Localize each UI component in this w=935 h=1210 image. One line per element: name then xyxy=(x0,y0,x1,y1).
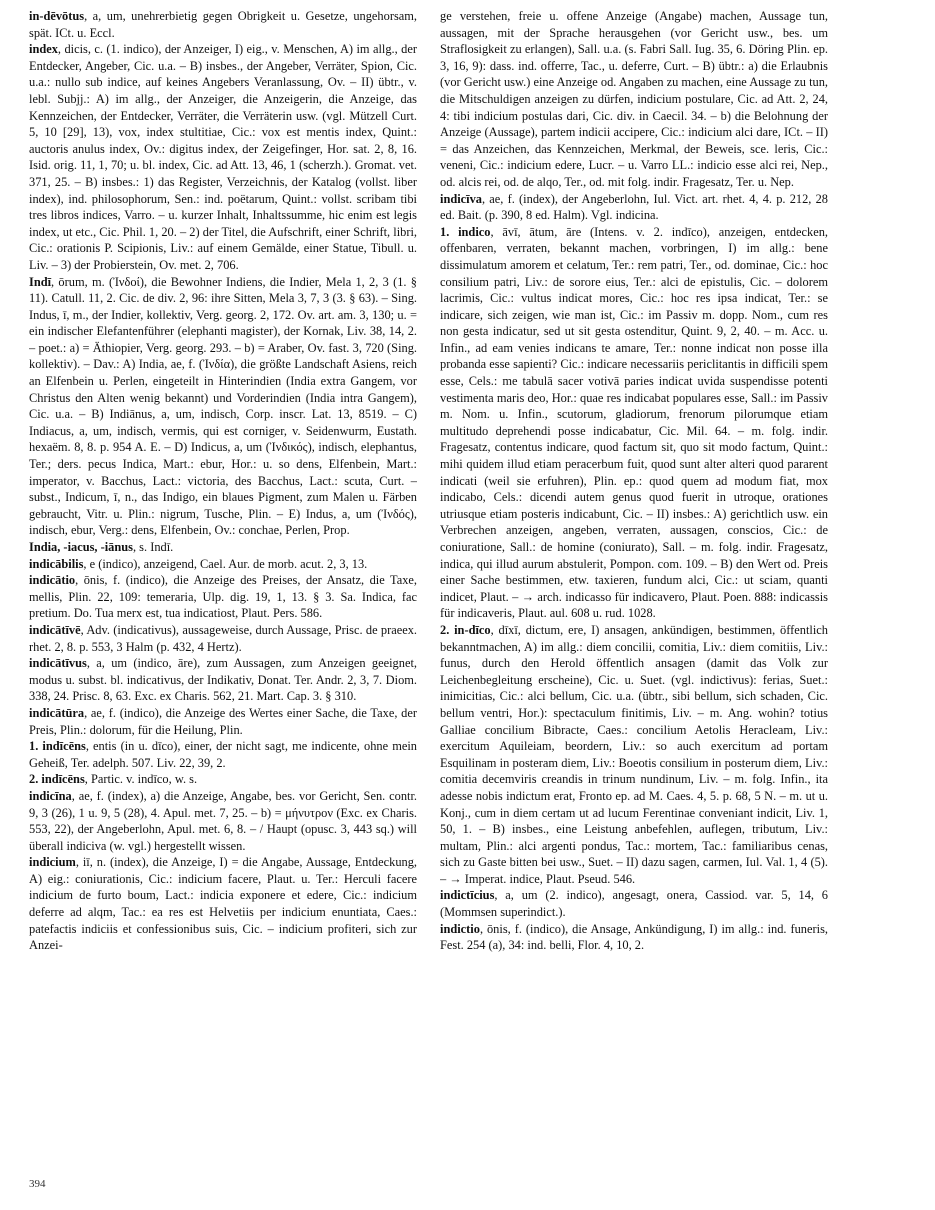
dictionary-entry xyxy=(29,655,417,705)
entry-lemma: indicātūra xyxy=(29,705,85,720)
dictionary-entry xyxy=(29,854,417,954)
entry-text: , ae, f. (index), a) die Anzeige, Angabe, bes. vor Gericht, Sen. contr. 9, 3 (26), 1 u. 9, 5 (28), 4. Apul. met. 7, 25. – b) = μήνυτρον (Exc. ex Charis. 553, 22), der Angeberlohn, Apul. met. 6, 8. – / Haupt (opusc. 3, 443 sq.) will überall indiciva (w. vgl.) hergestellt wissen. xyxy=(29,788,417,853)
page-number: 394 xyxy=(29,1178,46,1190)
dictionary-entry xyxy=(29,705,417,738)
dictionary-entry xyxy=(440,921,828,954)
entry-lemma: 1. indico xyxy=(440,224,491,239)
dictionary-entry xyxy=(440,622,828,888)
dictionary-entry xyxy=(29,539,417,556)
entry-lemma: indicābilis xyxy=(29,556,84,571)
entry-text: , Partic. v. indīco, w. s. xyxy=(84,772,198,787)
left-column xyxy=(29,8,417,1176)
entry-text: , dicis, c. (1. indico), der Anzeiger, I) eig., v. Menschen, A) im allg., der Entdecker, Angeber, Cic. u.a. – B) insbes., der Angeber, Verräter, Spion, Cic. u.a.: nullo sub indice, auf keines Angebers Veranlassung, Ov. – II) übtr., v. lebl. Subjj.: A) im allg., der Anzeiger, die Anzeigerin, die Anzeige, das Kennzeichen, der Entdecker, Verräter, die Verräterin usw. (vgl. Mützell Curt. 5, 10 [29], 13), vox, index stultitiae, Cic.: vox est mentis index, Quint.: auctoris anulus index, Ov.: digitus index, der Zeigefinger, Hor. sat. 2, 8, 16. Isid. orig. 11, 1, 70; u. bl. index, Cic. ad Att. 13, 46, 1 (scherzh.). Gromat. vet. 371, 25. – B) insbes.: 1) das Register, Verzeichnis, der Katalog (vollst. liber index), ind. philosophorum, Sen.: ind. poëtarum, Quint.: vollst. scribam tibi tres libros indices, Varro. – u. kurzer Inhalt, Inhaltssumme, hic enim est legis index, ut etc., Cic. Phil. 1, 20. – 2) der Titel, die Aufschrift, einer Schrift, libri, Cic.: orationis P. Scipionis, Liv.: auf einem Gemälde, einer Statue, Tibull. u. Liv. – 3) der Probierstein, Ov. met. 2, 706. xyxy=(29,42,417,272)
entry-text: , ōrum, m. (Ἰνδοί), die Bewohner Indiens, die Indier, Mela 1, 2, 3 (1. § 11). Catull. 11, 2. Cic. de div. 2, 96: ihre Sitten, Mela 3, 7, 3 (3. § 63). – Sing. Indus, ī, m., der Indier, kollektiv, Verg. georg. 2, 172. Ov. art. am. 3, 130; u. = ein indischer Elefantenführer (elephanti magister), der Kornak, Liv. 38, 14, 2. – poet.: a) = Äthiopier, Verg. georg. 293. – b) = Araber, Ov. fast. 3, 720 (Sing. kollektiv). – Dav.: A) India, ae, f. (Ἰνδία), die größte Landschaft Asiens, reich an Elfenbein u. Perlen, eingeteilt in Hinterindien (India extra Gangem, vor Christus den Alten wenig bekannt) und Vorderindien (India intra Gangem), Cic. u.a. – B) Indiānus, a, um, indisch, Corp. inscr. Lat. 13, 8519. – C) Indiacus, a, um, indisch, vermis, qui est corniger, v. Seidenwurm, Eustath. hexaëm. 8, 8. p. 954 A. E. – D) Indicus, a, um (Ἰνδικός), indisch, elephantus, Ter.; ders. pecus Indica, Mart.: ebur, Hor.: u. so dens, Elfenbein, Mart.: imperator, v. Bacchus, Lact.: victoria, des Bacchus, Lact.: scuta, Curt. – subst., Indicum, ī, n., das Indigo, ein blaues Pigment, zum Malen u. Färben gebraucht, Vitr. u. Plin.: nigrum, Tusche, Plin. – E) Indus, a, um (Ἰνδός), indisch, ebur, Verg.: dens, Elfenbein, Ov.: conchae, Perlen, Prop. xyxy=(29,274,417,538)
entry-text: , dīxī, dictum, ere, I) ansagen, ankündigen, bestimmen, öffentlich bekanntmachen, A) im allg.: diem concilii, comitia, Liv.: diem comitiis, Liv.: funus, durch den Herold öffentlich ansagen (damit das Volk zur Leichenbegleitung erscheine), Cic. u. Suet. (vgl. indictivus): ferias, Suet.: inimicitias, Cic.: alci bellum, Cic. u.a. (übtr., sibi bellum, sich schaden, Cic. bellum ventri, Hor.): spectaculum finitimis, Liv. – m. Ang. wohin? totius Galliae concilium Bibracte, Caes.: concilium Aetolis Heracleam, Liv.: exercitum Aquileiam, beordern, Liv.: so auch exercitum ad portam Esquilinam in posteram diem, Liv.: Boeotis consilium in posterum diem, Liv.: comitia decemviris creandis in trinum nundinum, Liv. – m. folg. Infin., ita adesse nobis indictum erat, Fronto ep. ad M. Caes. 4, 5. p. 68, 5 N. – m. ut u. Konj., cum in diem certam ut ad lucum Ferentinae conveniant indicit, Liv. 1, 50, 1. – B) insbes., eine Leistung anbefehlen, auflegen, tributum, Liv.: multam, Plin.: alci argenti pondus, Tac.: mortem, Tac.: familiaribus cenas, sich zu Gaste bitten bei usw., Suet. – II) dazu sagen, carmen, Iul. Val. 1, 4 (5). – → Imperat. indice, Plaut. Pseud. 546. xyxy=(440,622,828,886)
dictionary-entry xyxy=(29,771,417,788)
entry-text: , ae, f. (index), der Angeberlohn, Iul. Vict. art. rhet. 4, 4. p. 212, 28 ed. Bait. (p. 390, 8 ed. Halm). Vgl. indicina. xyxy=(440,191,828,223)
entry-lemma: Indī xyxy=(29,274,52,289)
dictionary-entry xyxy=(29,8,417,41)
dictionary-entry xyxy=(29,556,417,573)
entry-lemma: indicīva xyxy=(440,191,482,206)
entry-text: , a, um, unehrerbietig gegen Obrigkeit u. Gesetze, ungehorsam, spät. ICt. u. Eccl. xyxy=(29,9,417,40)
dictionary-entry xyxy=(29,274,417,540)
entry-text: , entis (in u. dīco), einer, der nicht sagt, me indicente, ohne mein Geheiß, Ter. adelph. 507. Liv. 22, 39, 2. xyxy=(29,739,417,770)
entry-lemma: 1. indīcēns xyxy=(29,739,86,754)
entry-text: , iī, n. (index), die Anzeige, I) = die Angabe, Aussage, Entdeckung, A) eig.: coniurationis, Cic.: indicium facere, Plaut. u. Ter.: Herculi facere indicium de furto boum, Lact.: indicia exponere et edere, Cic.: indicium deferre ad alqm, Tac.: ea res est Helvetiis per indicium enuntiata, Caes.: patefactis indiciis et confessionibus suis, Cic. – indicium profiteri, sich zur Anzei- xyxy=(29,855,417,953)
dictionary-entry xyxy=(29,572,417,622)
entry-text: , s. Indī. xyxy=(132,540,174,554)
entry-text: , Adv. (indicativus), aussageweise, durch Aussage, Prisc. de praeex. rhet. 2, 8. p. 553, 3 Halm (p. 432, 4 Hertz). xyxy=(29,622,417,654)
dictionary-entry xyxy=(440,8,828,191)
dictionary-entry xyxy=(440,224,828,622)
dictionary-entry xyxy=(29,788,417,854)
entry-lemma: indictio xyxy=(440,921,480,936)
entry-text: , āvī, ātum, āre (Intens. v. 2. indīco), anzeigen, entdecken, offenbaren, verraten, bekannt machen, vorbringen, I) im allg.: bene dissimulatum amorem et celatum, Ter.: rem patri, Ter., od. dominae, Cic.: hoc consilium patri, Liv.: de sorore eius, Ter.: alci de epistulis, Cic. – dolorem lacrimis, Cic.: vultus indicat mores, Cic.: hoc res ipsa indicat, Ter.: se indicare, sich zeigen, wie man ist, Cic.: im Passiv m. dopp. Nom., cum res non gesta indicatur, sed ut sit gesta ostenditur, Quint. 9, 2, 40. – m. Acc. u. Infin., ad eam venies indicans te amare, Ter.: nonne indicat non posse illa probanda esse sapienti? Cic.: indicare necessariis periclitantis in difficili spem esse, Cels.: me tabulā sacer votivā paries indicat uvida suspendisse potenti vestimenta maris deo, Hor.: quae res indicabat populares esse, Sall.: im Passiv m. Nom. u. Infin., scutorum, gladiorum, frenorum pilorumque etiam multitudo deprehendi posse indicabatur, Cic. Mil. 64. – m. folg. indir. Fragesatz, contentus indicare, quod factum sit, quo sit modo factum, Quint.: mihi quidem illud etiam peracerbum fuit, quod sunt alter alteri quod pararent indicati (weil sie erfuhren), Plin. ep.: quod quem ad modum fiat, mox indicabo, Cels.: dicendi autem genus quod fuerit in utroque, orationes utriusque etiam posteris indicabunt, Cic. – II) insbes.: A) gerichtlich usw. ein Verbrechen anzeigen, angeben, verraten, aussagen, conscios, Cic.: de coniuratione, Sall.: de homine (coniurato), Sall. – m. folg. indir. Fragesatz, indica, qui illud aurum abstulerit, Pompon. com. 109. – B) den Wert od. Preis einer Sache bestimmen, etw. taxieren, fundum alci, Cic.: ut sciam, quanti indicet, Plaut. – → arch. indicasso für indicavero, Plaut. Poen. 888: indicassis für indicaveris, Plaut. aul. 608 u. rud. 1028. xyxy=(440,224,828,621)
entry-text: , a, um (indico, āre), zum Aussagen, zum Anzeigen geeignet, modus u. subst. bl. indicativus, der Indikativ, Donat. Ter. Andr. 2, 3, 7. Diom. 338, 24. Prisc. 8, 63. Exc. ex Charis. 562, 21. Mart. Cap. 3. § 310. xyxy=(29,656,417,704)
entry-text: , e (indico), anzeigend, Cael. Aur. de morb. acut. 2, 3, 13. xyxy=(83,556,368,571)
entry-lemma: indicīna xyxy=(29,788,72,803)
dictionary-entry xyxy=(440,191,828,224)
entry-text: , a, um (2. indico), angesagt, onera, Cassiod. var. 5, 14, 6 (Mommsen superindict.). xyxy=(440,888,828,920)
entry-lemma: index xyxy=(29,42,58,57)
entry-lemma: in-dēvōtus xyxy=(29,9,85,23)
dictionary-entry xyxy=(29,41,417,273)
right-column xyxy=(440,8,828,1176)
entry-lemma: indictīcius xyxy=(440,888,495,903)
dictionary-entry xyxy=(29,622,417,655)
dictionary-entry xyxy=(440,887,828,920)
entry-lemma: 2. indīcēns xyxy=(29,772,85,787)
entry-lemma: indicātio xyxy=(29,573,76,588)
dictionary-entry xyxy=(29,738,417,771)
entry-lemma: India, -iacus, -iānus xyxy=(29,540,133,554)
entry-text: , ōnis, f. (indico), die Ansage, Ankündigung, I) im allg.: ind. funeris, Fest. 254 (a), 34: ind. belli, Flor. 4, 10, 2. xyxy=(440,921,828,953)
entry-lemma: indicātīvē xyxy=(29,622,81,637)
entry-text: , ae, f. (indico), die Anzeige des Wertes einer Sache, die Taxe, der Preis, Plin.: dolorum, für die Heilung, Plin. xyxy=(29,705,417,737)
entry-text: , ōnis, f. (indico), die Anzeige des Preises, der Ansatz, die Taxe, mellis, Plin. 22, 109: temeraria, Ulp. dig. 19, 1, 13. § 3. Sa. Indica, fac pretium. Do. Tua merx est, tua indicatiost, Plaut. Pers. 586. xyxy=(29,573,417,621)
entry-lemma: indicātīvus xyxy=(29,656,87,671)
entry-text: ge verstehen, freie u. offene Anzeige (Angabe) machen, Aussage tun, aussagen, mit der Sprache herausgehen (vor Gericht usw., bes. um Straflosigkeit zu erlangen), Sall. u.a. (s. Fabri Sall. Iug. 35, 6. Döring Plin. ep. 3, 16, 9): dass. ind. offerre, Tac., u. deferre, Curt. – B) übtr.: a) die Erlaubnis (vor Gericht usw.) eine Anzeige od. Angaben zu machen, eine Aussage zu tun, die Mitschuldigen anzeigen zu dürfen, indicium postulare, Cic. ad Att. 2, 24, 4: tibi indicium postulas dari, Cic. div. in Caecil. 34. – b) die Belohnung der Anzeige (Aussage), partem indicii accipere, Cic.: indicium alci dare, ICt. – II) = das Anzeichen, das Kennzeichen, Merkmal, der Beweis, sce. leris, Cic.: veneni, Cic.: indicium edere, Lucr. – u. Varro LL.: indicio esse alci rei, Nep., od. alcis rei, od. de alqo, Ter., od. mit folg. indir. Fragesatz, Ter. u. Nep. xyxy=(440,9,828,189)
entry-lemma: indicium xyxy=(29,855,76,870)
entry-lemma: 2. in-dīco xyxy=(440,622,491,637)
